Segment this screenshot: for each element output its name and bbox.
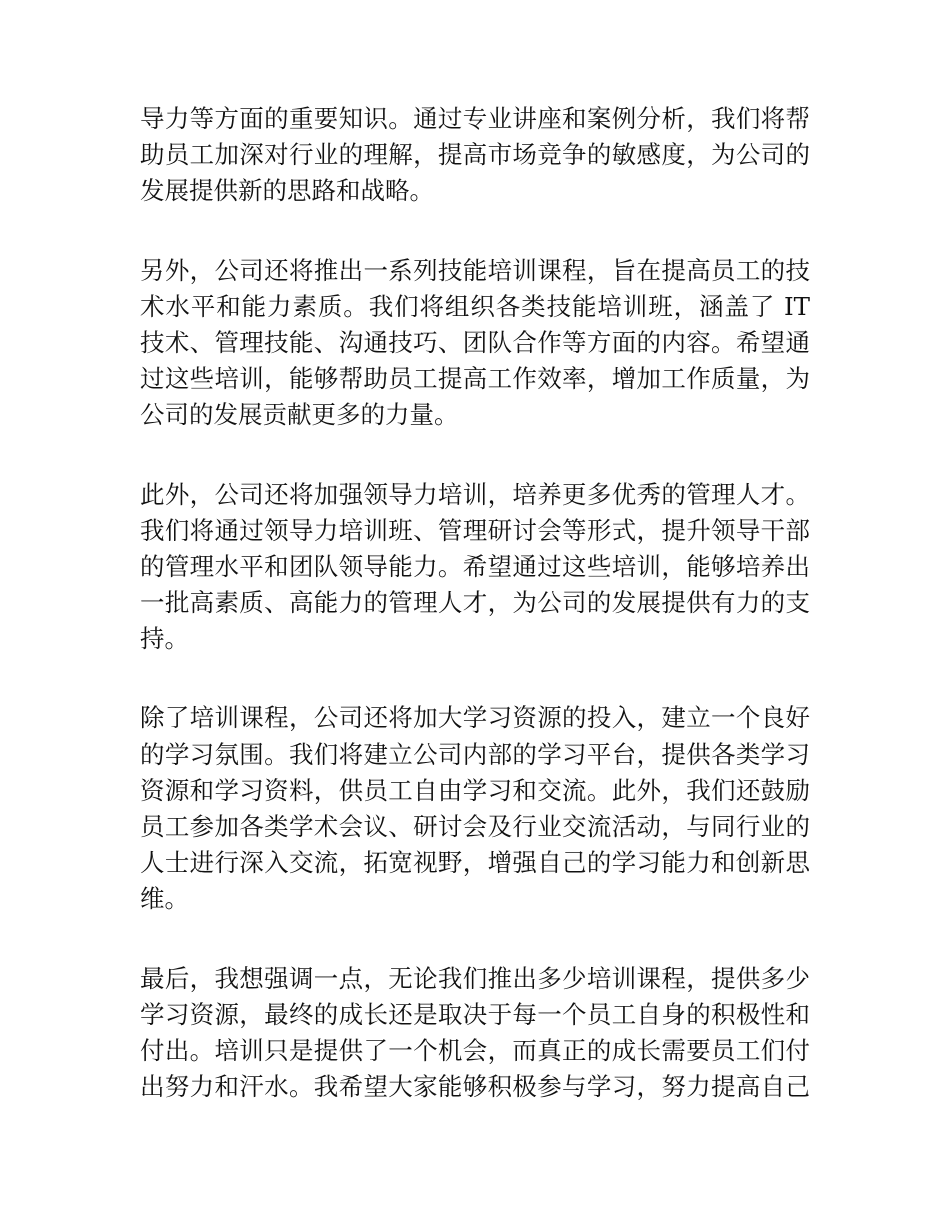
text-line: 过这些培训，能够帮助员工提高工作效率，增加工作质量，为 (140, 364, 810, 394)
document-body (140, 101, 810, 1105)
paragraph-5 (140, 961, 810, 1106)
text-line: 技术、管理技能、沟通技巧、团队合作等方面的内容。希望通 (140, 327, 810, 357)
text-line: 一批高素质、高能力的管理人才，为公司的发展提供有力的支 (140, 588, 810, 618)
paragraph-3 (140, 477, 810, 658)
text-line: 出努力和汗水。我希望大家能够积极参与学习，努力提高自己 (140, 1072, 810, 1102)
paragraph-4 (140, 700, 810, 917)
text-line: 人士进行深入交流，拓宽视野，增强自己的学习能力和创新思 (140, 848, 810, 878)
text-line: 学习资源，最终的成长还是取决于每一个员工自身的积极性和 (140, 999, 810, 1029)
text-line: 持。 (140, 624, 189, 654)
text-line: 另外，公司还将推出一系列技能培训课程，旨在提高员工的技 (140, 255, 810, 285)
text-line: 资源和学习资料，供员工自由学习和交流。此外，我们还鼓励 (140, 775, 810, 805)
text-line: 维。 (140, 884, 189, 914)
text-line: 最后，我想强调一点，无论我们推出多少培训课程，提供多少 (140, 963, 810, 993)
text-line: 导力等方面的重要知识。通过专业讲座和案例分析，我们将帮 (140, 104, 810, 133)
text-line: 此外，公司还将加强领导力培训，培养更多优秀的管理人才。 (140, 479, 810, 509)
paragraph-1 (140, 101, 810, 210)
paragraph-2 (140, 253, 810, 434)
text-line: 付出。培训只是提供了一个机会，而真正的成长需要员工们付 (140, 1035, 810, 1065)
text-line: 我们将通过领导力培训班、管理研讨会等形式，提升领导干部 (140, 515, 810, 545)
text-line: 员工参加各类学术会议、研讨会及行业交流活动，与同行业的 (140, 812, 810, 841)
text-line: 公司的发展贡献更多的力量。 (140, 400, 459, 430)
text-line: 发展提供新的思路和战略。 (140, 176, 434, 206)
text-line: 除了培训课程，公司还将加大学习资源的投入，建立一个良好 (140, 703, 810, 733)
text-line: 的学习氛围。我们将建立公司内部的学习平台，提供各类学习 (140, 739, 810, 769)
text-line: 的管理水平和团队领导能力。希望通过这些培训，能够培养出 (140, 551, 810, 581)
text-line: 助员工加深对行业的理解，提高市场竞争的敏感度，为公司的 (140, 140, 810, 170)
text-line: 术水平和能力素质。我们将组织各类技能培训班，涵盖了 IT (140, 291, 810, 321)
